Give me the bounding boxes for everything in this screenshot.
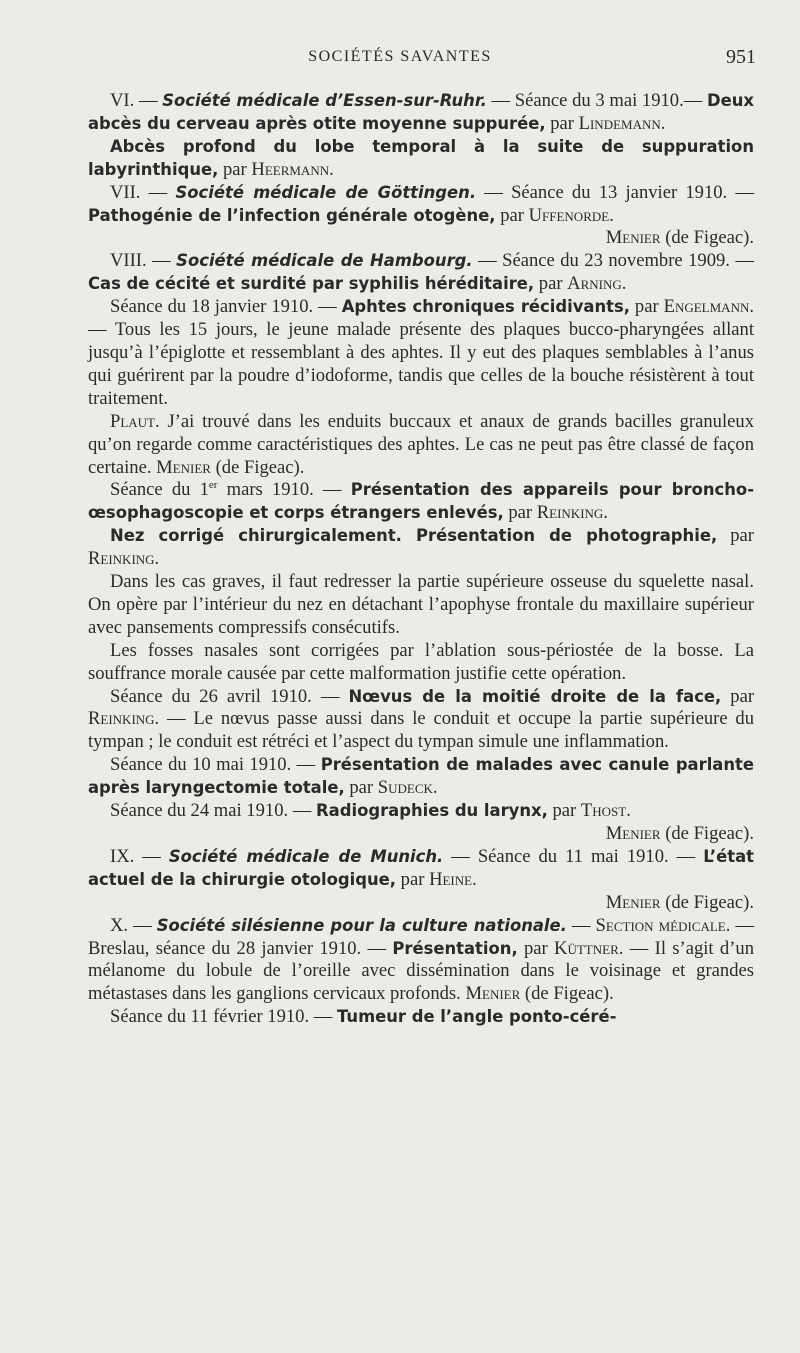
signature-line xyxy=(88,892,754,915)
text-run: VII. — xyxy=(110,181,176,203)
text-run: IX. — xyxy=(110,845,169,867)
bold-title: Cas de cécité et surdité par syphilis héréditaire, xyxy=(88,274,535,294)
author-name: Menier xyxy=(605,823,661,844)
bold-title: Radiographies du larynx, xyxy=(316,801,548,821)
paragraph xyxy=(88,846,754,892)
paragraph xyxy=(88,250,754,296)
paragraph xyxy=(88,90,754,136)
text-run: — Séance du 3 mai 1910.— xyxy=(486,90,708,111)
text-run: (de Figeac). xyxy=(660,227,754,249)
bold-title: Pathogénie de l’infection générale otogène, xyxy=(88,205,496,225)
text-run: Séance du 18 janvier 1910. — xyxy=(110,296,342,318)
text-run: (de Figeac). xyxy=(520,983,614,1005)
text-run: par xyxy=(503,502,537,524)
text-run: VIII. — xyxy=(110,250,177,272)
text-run: — Séance du 11 mai 1910. — xyxy=(443,845,704,867)
bold-title: L’état actuel de la chirurgie otologique, xyxy=(88,846,754,889)
text-run: Les fosses nasales sont corrigées par l’ablation sous-périostée de la bosse. La souffrance morale causée par cette malformation justifie cette opération. xyxy=(88,639,754,684)
author-name: Arning. xyxy=(567,273,627,295)
running-head-title: SOCIÉTÉS SAVANTES xyxy=(308,48,492,65)
society-name: Société médicale d’Essen-sur-Ruhr. xyxy=(162,91,487,110)
text-run: Dans les cas graves, il faut redresser la partie supérieure osseuse du squelette nasal. On opère par l’intérieur du nez en détachant l’apophyse frontale du maxillaire supérieur avec pansements compressifs consécutifs. xyxy=(88,571,754,638)
text-run: par xyxy=(717,525,754,547)
author-name: Menier xyxy=(605,891,661,913)
author-name: Sudeck. xyxy=(377,777,438,799)
text-run: Séance du 11 février 1910. — xyxy=(110,1006,338,1028)
bold-title: Présentation des appareils pour broncho-œsophagoscopie et corps étrangers enlevés, xyxy=(88,480,754,523)
author-name: Lindemann. xyxy=(578,112,666,134)
text-run: (de Figeac). xyxy=(660,891,754,913)
text-run: Séance du 24 mai 1910. — xyxy=(110,800,317,822)
bold-title: Deux abcès du cerveau après otite moyenne suppurée, xyxy=(88,91,754,133)
author-name: Reinking. xyxy=(88,548,160,570)
bold-title: Nez corrigé chirurgicalement. Présentation de photographie, xyxy=(110,526,718,546)
author-name: Menier xyxy=(156,456,211,478)
paragraph xyxy=(88,182,754,228)
text-run: par xyxy=(396,868,430,890)
society-name: Société médicale de Hambourg. xyxy=(176,251,473,271)
text-run: par xyxy=(545,112,579,134)
author-name: Heermann. xyxy=(251,158,334,180)
paragraph xyxy=(88,479,754,525)
text-run: — Il s’agit d’un mélanome du lobule de l’oreille avec dissémination dans le voisinage et grandes métastases dans les ganglions cervicaux profonds. xyxy=(88,937,754,1005)
author-name: Reinking. xyxy=(88,708,160,730)
signature-line xyxy=(88,227,754,250)
paragraph xyxy=(88,640,754,686)
text-run: par xyxy=(495,204,529,226)
paragraph xyxy=(88,571,754,640)
text-run: — Le nœvus passe aussi dans le conduit et occupe la partie supérieure du tympan ; le conduit est rétréci et l’aspect du tympan simule une inflammation. xyxy=(88,708,754,753)
paragraph xyxy=(88,800,754,823)
text-run: — Séance du 13 janvier 1910. — xyxy=(476,181,754,203)
signature-line xyxy=(88,823,754,846)
text-run: par xyxy=(517,937,555,959)
body-text xyxy=(88,90,754,1029)
society-name: Société silésienne pour la culture nationale. xyxy=(156,915,567,935)
running-head xyxy=(0,46,800,72)
text-run: Séance du 26 avril 1910. — xyxy=(110,685,349,707)
bold-title: Aphtes chroniques récidivants, xyxy=(341,297,630,317)
author-name: Section médicale. xyxy=(595,914,731,936)
author-name: Uffenorde. xyxy=(528,204,614,226)
text-run: mars 1910. — xyxy=(217,479,351,501)
author-name: Heine. xyxy=(429,868,477,890)
author-name: Engelmann. xyxy=(663,296,754,318)
society-name: Société médicale de Göttingen. xyxy=(175,182,477,202)
author-name: Thost. xyxy=(580,800,631,822)
paragraph xyxy=(88,411,754,480)
page-number: 951 xyxy=(726,46,756,68)
text-run: J’ai trouvé dans les enduits buccaux et anaux de grands bacilles granuleux qu’on regarde comme caractéristiques des aphtes. Le cas ne peut pas être classé de façon certaine. xyxy=(88,410,754,478)
text-run: par xyxy=(218,158,252,180)
text-run: par xyxy=(547,800,581,822)
text-run: par xyxy=(629,296,664,318)
paragraph xyxy=(88,525,754,571)
society-name: Société médicale de Munich. xyxy=(168,846,444,866)
author-name: Menier xyxy=(465,983,521,1005)
paragraph xyxy=(88,136,754,182)
author-name: Menier xyxy=(605,227,661,249)
superscript: er xyxy=(208,479,218,492)
paragraph xyxy=(88,1006,754,1029)
bold-title: Présentation de malades avec canule parlante après laryngectomie totale, xyxy=(88,755,754,798)
text-run: (de Figeac). xyxy=(660,823,754,844)
bold-title: Nœvus de la moitié droite de la face, xyxy=(348,686,722,706)
author-name: Küttner. xyxy=(554,937,624,959)
text-run: X. — xyxy=(110,914,157,936)
text-run: (de Figeac). xyxy=(210,456,305,478)
text-run: par xyxy=(344,777,378,799)
text-run: — xyxy=(566,914,596,936)
text-run: Séance du 10 mai 1910. — xyxy=(110,754,321,776)
paragraph xyxy=(88,686,754,755)
text-run: par xyxy=(721,685,755,707)
text-run: Séance du 1 xyxy=(110,479,209,501)
text-run: — Séance du 23 novembre 1909. — xyxy=(472,250,754,272)
text-run: — Breslau, séance du 28 janvier 1910. — xyxy=(88,914,754,959)
author-name: Reinking. xyxy=(536,502,608,524)
paragraph xyxy=(88,915,754,1007)
bold-title: Tumeur de l’angle ponto-céré- xyxy=(337,1007,617,1027)
text-run: par xyxy=(534,273,568,295)
author-name: Plaut. xyxy=(110,410,160,432)
text-run: VI. — xyxy=(110,90,163,111)
bold-title: Présentation, xyxy=(392,938,518,958)
paragraph xyxy=(88,754,754,800)
paragraph xyxy=(88,296,754,411)
text-run: — Tous les 15 jours, le jeune malade présente des plaques bucco-pharyngées allant jusqu’à l’épiglotte et ressemblant à des aphtes. Il y eut des plaques semblables à l’anus qui guérirent par la poudre d’iodoforme, tandis que celles de la bouche résistèrent à tout traitement. xyxy=(88,319,754,409)
bold-title: Abcès profond du lobe temporal à la suite de suppuration labyrinthique, xyxy=(88,136,754,179)
